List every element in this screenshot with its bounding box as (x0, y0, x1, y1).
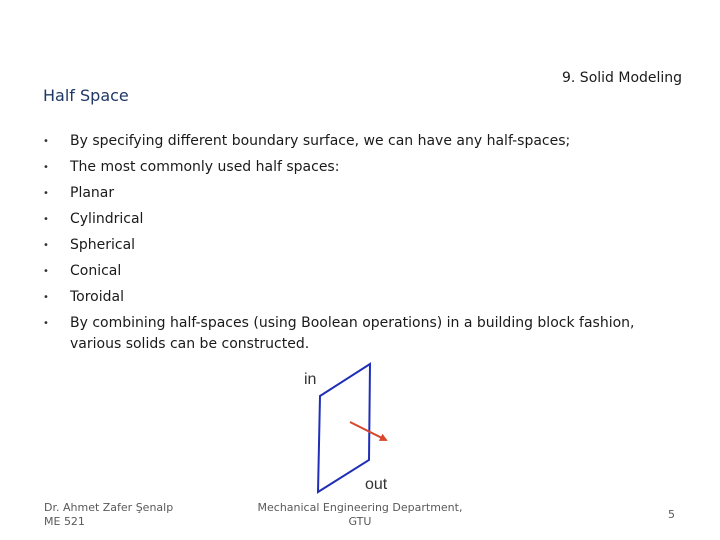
bullet-item (43, 261, 683, 282)
bullet-text: The most commonly used half spaces: (70, 159, 340, 175)
bullet-text: Spherical (70, 237, 136, 253)
bullet-text: Cylindrical (70, 211, 144, 227)
footer-university: GTU (348, 515, 372, 528)
slide-title: Half Space (43, 86, 129, 105)
bullet-icon: • (43, 318, 49, 329)
out-label: out (365, 476, 388, 493)
bullet-icon: • (43, 188, 49, 199)
bullet-item (43, 313, 683, 355)
bullet-text: Planar (70, 185, 115, 201)
normal-arrow (350, 422, 386, 440)
bullet-text: By specifying different boundary surface, we can have any half-spaces; (70, 133, 571, 149)
footer-department: Mechanical Engineering Department, (257, 501, 463, 514)
bullet-icon: • (43, 214, 49, 225)
bullet-text: Toroidal (70, 289, 124, 305)
bullet-icon: • (43, 240, 49, 251)
bullet-text: By combining half-spaces (using Boolean operations) in a building block fashion, various solids can be constructed. (70, 315, 635, 352)
bullet-item (43, 183, 683, 204)
bullet-item (43, 131, 683, 152)
footer-author: Dr. Ahmet Zafer Şenalp (44, 501, 174, 514)
bullet-item (43, 209, 683, 230)
in-label: in (304, 371, 317, 388)
bullet-item (43, 157, 683, 178)
footer-author-block (44, 501, 173, 529)
half-space-diagram (298, 362, 398, 496)
bullet-item (43, 287, 683, 308)
bullet-item (43, 235, 683, 256)
bullet-icon: • (43, 162, 49, 173)
bullet-icon: • (43, 266, 49, 277)
chapter-heading: 9. Solid Modeling (562, 70, 683, 86)
page-number: 5 (668, 508, 675, 521)
footer-department-block (250, 501, 470, 529)
bullet-icon: • (43, 292, 49, 303)
bullet-text: Conical (70, 263, 122, 279)
bullet-list (43, 131, 683, 360)
footer-course: ME 521 (44, 515, 85, 528)
bullet-icon: • (43, 136, 49, 147)
